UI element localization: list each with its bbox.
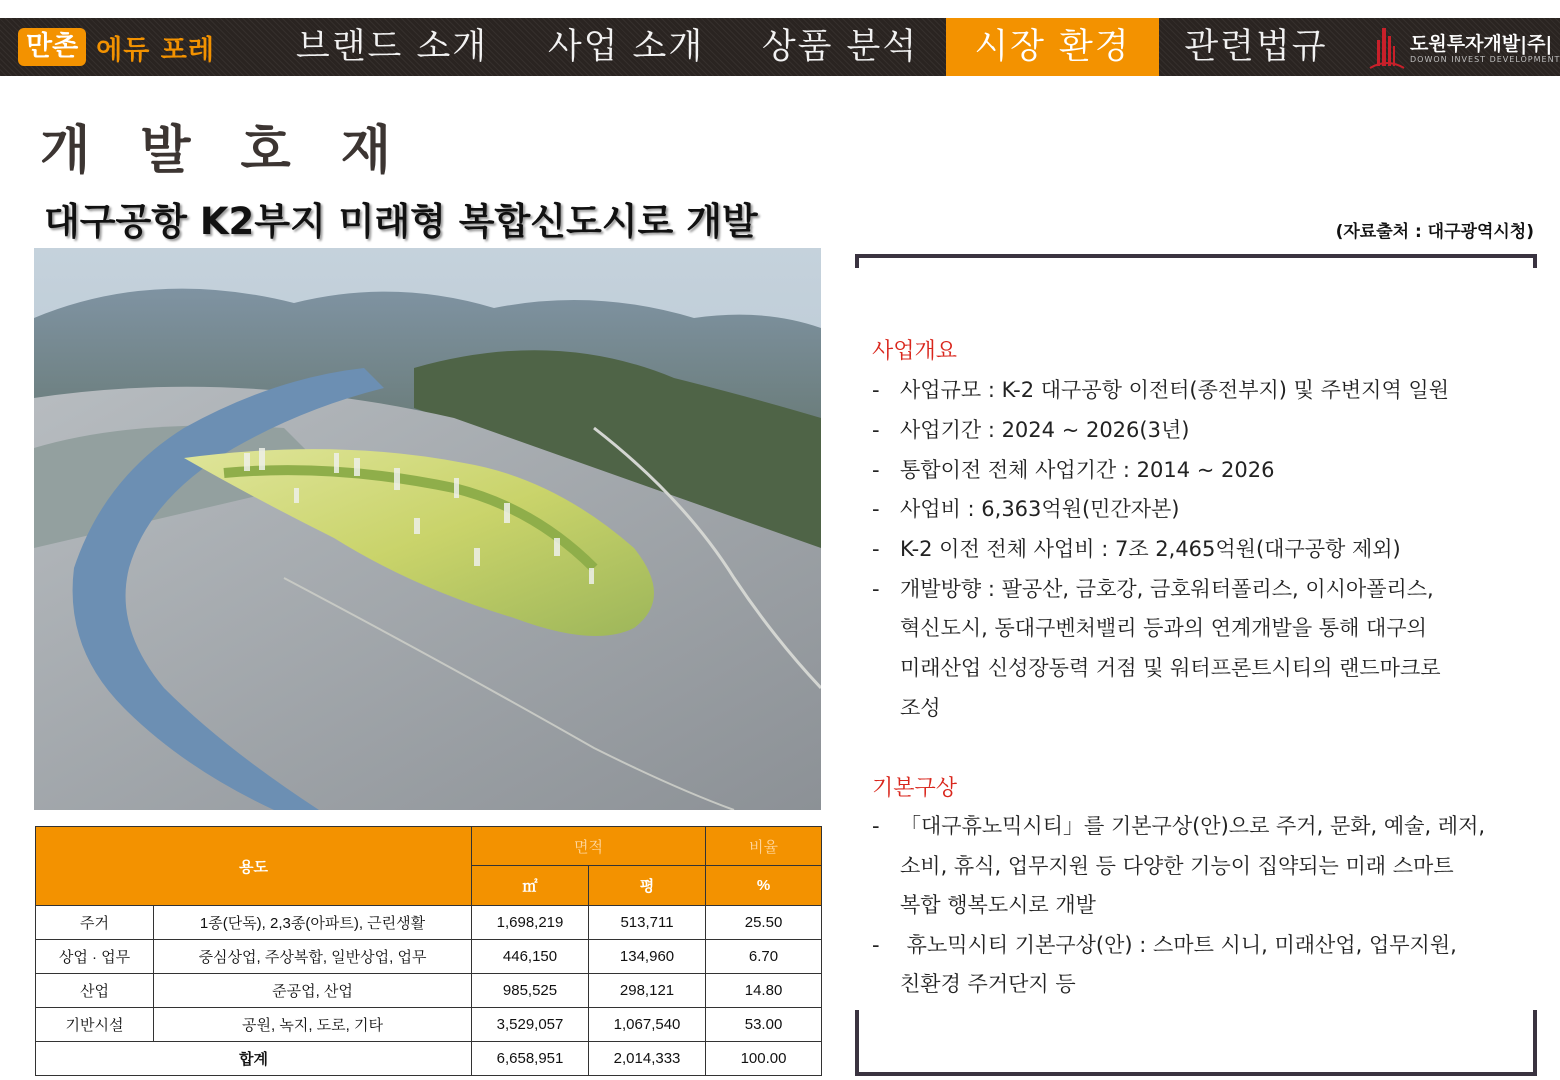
- building-logo-icon: [1368, 22, 1406, 72]
- info-box-bottom-bracket: [855, 1010, 1537, 1076]
- header-unit-pyeong: 평: [589, 866, 706, 906]
- cell-total-percent: 100.00: [706, 1042, 822, 1076]
- table-row: [36, 1008, 822, 1042]
- nav-regulations[interactable]: 관련법규: [1184, 27, 1328, 67]
- overview-item: - 개발방향 : 팔공산, 금호강, 금호워터폴리스, 이시아폴리스,: [872, 577, 1434, 601]
- concept-item: - 「대구휴노믹시티」를 기본구상(안)으로 주거, 문화, 예술, 레저,: [872, 814, 1486, 838]
- page-title: 개발호재: [40, 121, 441, 181]
- brand-logo[interactable]: [18, 27, 215, 67]
- land-use-table: [35, 826, 822, 1076]
- cell-pyeong: 298,121: [589, 974, 706, 1008]
- overview-item: - 사업규모 : K-2 대구공항 이전터(종전부지) 및 주변지역 일원: [872, 378, 1449, 402]
- concept-item-continued: 소비, 휴식, 업무지원 등 다양한 기능이 집약되는 미래 스마트: [900, 854, 1454, 878]
- cell-category: 상업 · 업무: [36, 940, 154, 974]
- source-note: (자료출처 : 대구광역시청): [1335, 222, 1534, 242]
- concept-item-continued: 복합 행복도시로 개발: [900, 893, 1096, 917]
- cell-total-pyeong: 2,014,333: [589, 1042, 706, 1076]
- cell-m2: 3,529,057: [472, 1008, 589, 1042]
- header-use: 용도: [36, 827, 472, 906]
- concept-item-continued: 친환경 주거단지 등: [900, 972, 1076, 996]
- aerial-rendering-image: [34, 248, 821, 810]
- header-ratio: 비율: [706, 827, 822, 866]
- company-logo: [1368, 22, 1560, 72]
- cell-detail: 준공업, 산업: [154, 974, 472, 1008]
- header-unit-percent: %: [706, 866, 822, 906]
- cell-percent: 6.70: [706, 940, 822, 974]
- nav-market-environment[interactable]: 시장 환경: [946, 18, 1159, 76]
- info-box-top-bracket: [855, 254, 1537, 268]
- cell-category: 주거: [36, 906, 154, 940]
- overview-item: - 사업비 : 6,363억원(민간자본): [872, 497, 1180, 521]
- page-subtitle: 대구공항 K2부지 미래형 복합신도시로 개발: [44, 200, 758, 243]
- overview-item-continued: 혁신도시, 동대구벤처밸리 등과의 연계개발을 통해 대구의: [900, 616, 1427, 640]
- cell-detail: 1종(단독), 2,3종(아파트), 근린생활: [154, 906, 472, 940]
- brand-text: 에듀 포레: [96, 34, 215, 66]
- concept-item: - 휴노믹시티 기본구상(안) : 스마트 시니, 미래산업, 업무지원,: [872, 933, 1457, 957]
- top-navigation-bar: [0, 18, 1560, 76]
- cell-category: 기반시설: [36, 1008, 154, 1042]
- overview-heading: 사업개요: [872, 339, 958, 364]
- nav-product-analysis[interactable]: 상품 분석: [761, 27, 919, 67]
- overview-item-continued: 미래산업 신성장동력 거점 및 워터프론트시티의 랜드마크로: [900, 656, 1441, 680]
- cell-percent: 25.50: [706, 906, 822, 940]
- cell-category: 산업: [36, 974, 154, 1008]
- cell-m2: 985,525: [472, 974, 589, 1008]
- overview-item: - 통합이전 전체 사업기간 : 2014 ~ 2026: [872, 458, 1275, 482]
- company-subtitle: DOWON INVEST DEVELOPMENT: [1410, 55, 1560, 64]
- cell-total-label: 합계: [36, 1042, 472, 1076]
- table-row: [36, 940, 822, 974]
- concept-heading: 기본구상: [872, 776, 958, 801]
- cell-detail: 공원, 녹지, 도로, 기타: [154, 1008, 472, 1042]
- cell-total-m2: 6,658,951: [472, 1042, 589, 1076]
- cell-percent: 53.00: [706, 1008, 822, 1042]
- overview-item: - 사업기간 : 2024 ~ 2026(3년): [872, 418, 1190, 442]
- nav-brand-intro[interactable]: 브랜드 소개: [295, 27, 489, 67]
- table-row: [36, 974, 822, 1008]
- overview-item: - K-2 이전 전체 사업비 : 7조 2,465억원(대구공항 제외): [872, 537, 1401, 561]
- cell-detail: 중심상업, 주상복합, 일반상업, 업무: [154, 940, 472, 974]
- header-area: 면적: [472, 827, 706, 866]
- cell-m2: 446,150: [472, 940, 589, 974]
- cell-percent: 14.80: [706, 974, 822, 1008]
- overview-item-continued: 조성: [900, 696, 941, 720]
- header-unit-m2: ㎡: [472, 866, 589, 906]
- table-row: [36, 906, 822, 940]
- company-name: 도원투자개발|주|: [1410, 33, 1553, 55]
- cell-m2: 1,698,219: [472, 906, 589, 940]
- nav-business-intro[interactable]: 사업 소개: [547, 27, 705, 67]
- table-total-row: [36, 1042, 822, 1076]
- cell-pyeong: 1,067,540: [589, 1008, 706, 1042]
- cell-pyeong: 513,711: [589, 906, 706, 940]
- brand-badge: 만촌: [18, 28, 86, 66]
- cell-pyeong: 134,960: [589, 940, 706, 974]
